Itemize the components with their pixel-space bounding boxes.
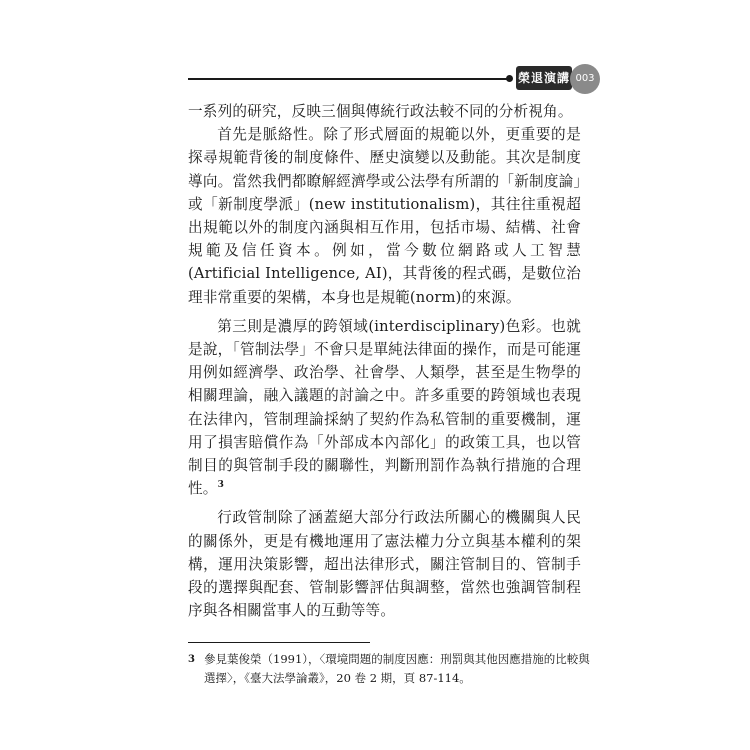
header-bullet-icon (506, 75, 513, 82)
section-tag: 榮退演講 (516, 66, 572, 90)
footnote-text: 參見葉俊榮（1991），〈環境問題的制度因應：刑罰與其他因應措施的比較與選擇〉，《臺大法學論叢》，20 卷 2 期，頁 87-114。 (204, 652, 590, 685)
paragraph-3 (188, 315, 581, 501)
paragraph-4: 行政管制除了涵蓋絕大部分行政法所關心的機關與人民的關係外，更是有機地運用了憲法權力分立與基本權利的架構，運用決策影響，超出法律形式，關注管制目的、管制手段的選擇與配套、管制影響評估與調整，當然也強調管制程序與各相關當事人的互動等等。 (188, 509, 581, 620)
footnote-number: 3 (188, 654, 195, 665)
page-number: 003 (570, 64, 600, 94)
paragraph-2: 首先是脈絡性。除了形式層面的規範以外，更重要的是探尋規範背後的制度條件、歷史演變以及動能。其次是制度導向。當然我們都瞭解經濟學或公法學有所謂的「新制度論」或「新制度學派」(new institutionalism)，其往往重視超出規範以外的制度內涵與相互作用，包括市場、結構、社會規範及信任資本。例如，當今數位網路或人工智慧(Artificial Intelligence, AI)，其背後的程式碼，是數位治理非常重要的架構，本身也是規範(norm)的來源。 (188, 126, 581, 306)
paragraph-3-text: 第三則是濃厚的跨領域(interdisciplinary)色彩。也就是說，「管制法學」不會只是單純法律面的操作，而是可能運用例如經濟學、政治學、社會學、人類學，甚至是生物學的相關理論，融入議題的討論之中。許多重要的跨領域也表現在法律內，管制理論採納了契約作為私管制的重要機制，運用了損害賠償作為「外部成本內部化」的政策工具，也以管制目的與管制手段的關聯性，判斷刑罰作為執行措施的合理性。 (188, 317, 581, 498)
footnote (188, 650, 598, 688)
header-rule (188, 78, 508, 80)
footnote-rule (188, 642, 370, 643)
footnote-ref[interactable]: 3 (217, 480, 225, 491)
body-text (188, 100, 581, 622)
paragraph-1: 一系列的研究，反映三個與傳統行政法較不同的分析視角。 (188, 103, 573, 120)
